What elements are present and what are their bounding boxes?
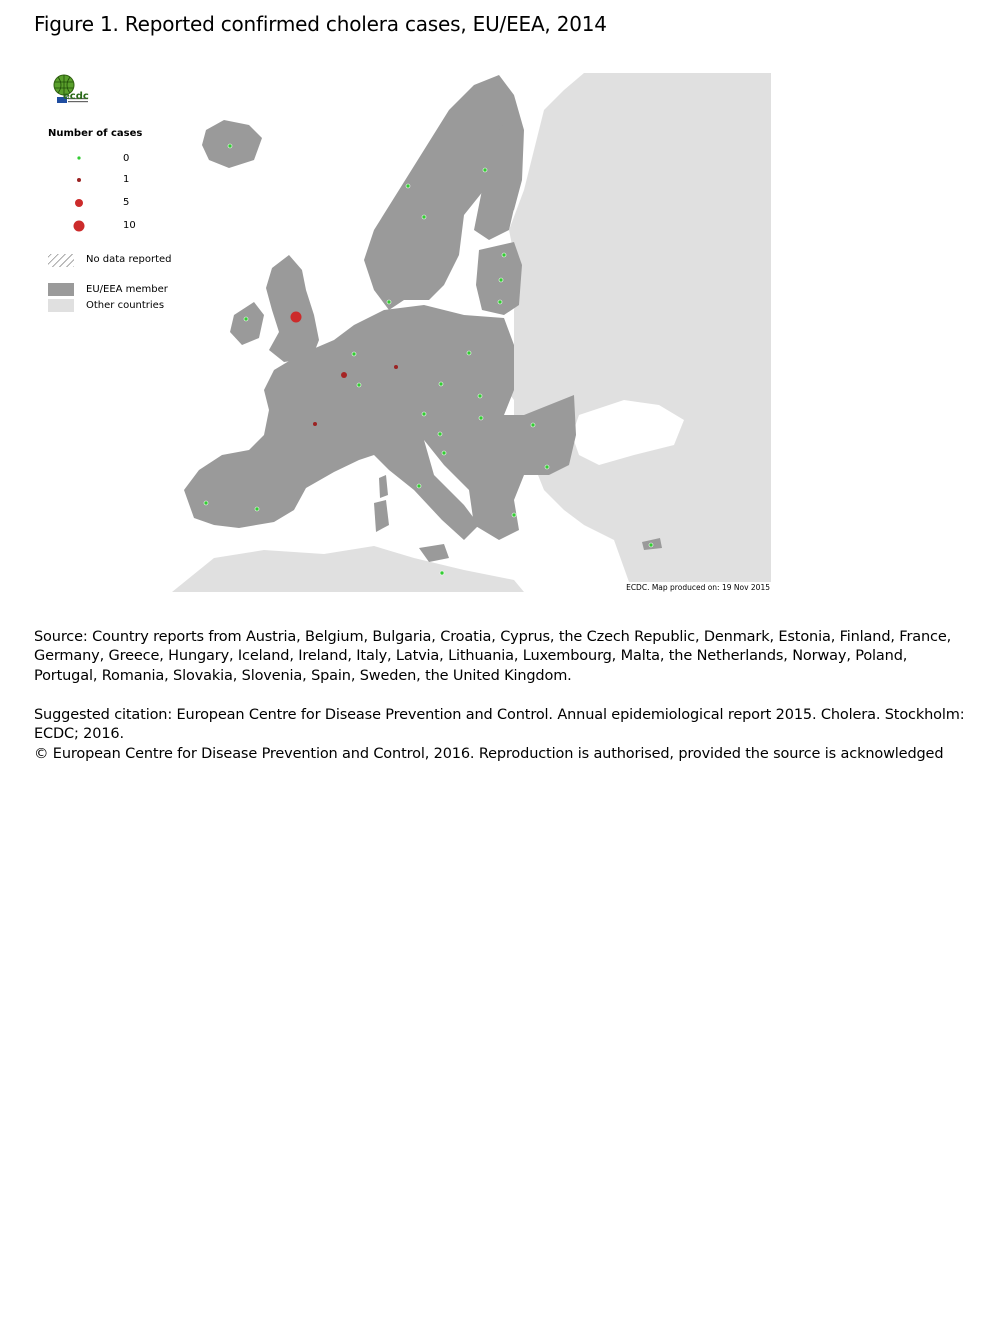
marker-belgium [341,372,347,378]
source-line: Source: Country reports from Austria, Belgium, Bulgaria, Croatia, Cyprus, the Czech Republic, Denmark, Estonia, Finland, France, [34,629,952,645]
source-note [34,628,984,686]
legend-no-data-label: No data reported [86,254,172,265]
marker-finland [483,168,487,172]
copyright-line: © European Centre for Disease Prevention and Control, 2016. Reproduction is authorised, provided the source is acknowledged [34,745,944,762]
marker-netherlands [352,352,356,356]
legend-marker-1 [77,178,81,182]
marker-france [313,422,317,426]
legend-other-label: Other countries [86,300,165,311]
source-line: Portugal, Romania, Slovakia, Slovenia, Spain, Sweden, the United Kingdom. [34,667,572,684]
ireland [230,302,264,345]
marker-luxembourg [357,383,361,387]
marker-portugal [204,501,208,505]
ecdc-logo-text: ecdc [63,91,89,102]
marker-sweden [422,215,426,219]
sardinia [374,500,389,532]
marker-united-kingdom [291,312,302,323]
legend-level-5: 5 [123,197,130,208]
iceland [202,120,262,168]
legend-marker-0 [77,156,80,159]
marker-czech-republic [439,382,443,386]
legend-marker-10 [74,221,85,232]
other-countries-east [499,73,771,582]
marker-greece [512,513,516,517]
legend-swatch-hatch [48,254,74,267]
legend-swatch-member [48,283,74,296]
marker-norway [406,184,410,188]
map-canvas [44,70,776,594]
marker-austria [422,412,426,416]
europe-map [44,70,776,594]
citation-note [34,706,984,764]
marker-slovakia [478,394,482,398]
marker-italy [417,484,421,488]
marker-spain [255,507,259,511]
citation-line: Suggested citation: European Centre for Disease Prevention and Control. Annual epidemiological report 2015. Cholera. Stockholm: [34,707,965,723]
marker-bulgaria [545,465,549,469]
marker-lithuania [498,300,502,304]
marker-denmark [387,300,391,304]
citation-line: ECDC; 2016. [34,726,124,743]
legend-member-label: EU/EEA member [86,284,168,295]
corsica [379,475,388,498]
legend-level-1: 1 [123,174,130,185]
legend-swatch-other [48,299,74,312]
marker-latvia [499,278,503,282]
marker-cyprus [649,543,653,547]
legend-title: Number of cases [48,128,143,139]
source-line: Germany, Greece, Hungary, Iceland, Ireland, Italy, Latvia, Lithuania, Luxembourg, Malta, the Netherlands, Norway, Poland, [34,648,908,665]
figure-title: Figure 1. Reported confirmed cholera cases, EU/EEA, 2014 [34,12,607,36]
marker-hungary [479,416,483,420]
marker-romania [531,423,535,427]
uk [266,255,319,362]
marker-ireland [244,317,248,321]
marker-croatia [442,451,446,455]
marker-germany [394,365,398,369]
other-countries-africa [172,546,524,592]
marker-iceland [228,144,232,148]
marker-estonia [502,253,506,257]
legend-level-0: 0 [123,153,130,164]
legend-level-10: 10 [123,220,136,231]
marker-slovenia [438,432,442,436]
sicily [419,544,449,562]
marker-poland [467,351,471,355]
marker-malta [440,571,444,575]
map-credit: ECDC. Map produced on: 19 Nov 2015 [626,583,770,592]
legend-marker-5 [75,199,83,207]
